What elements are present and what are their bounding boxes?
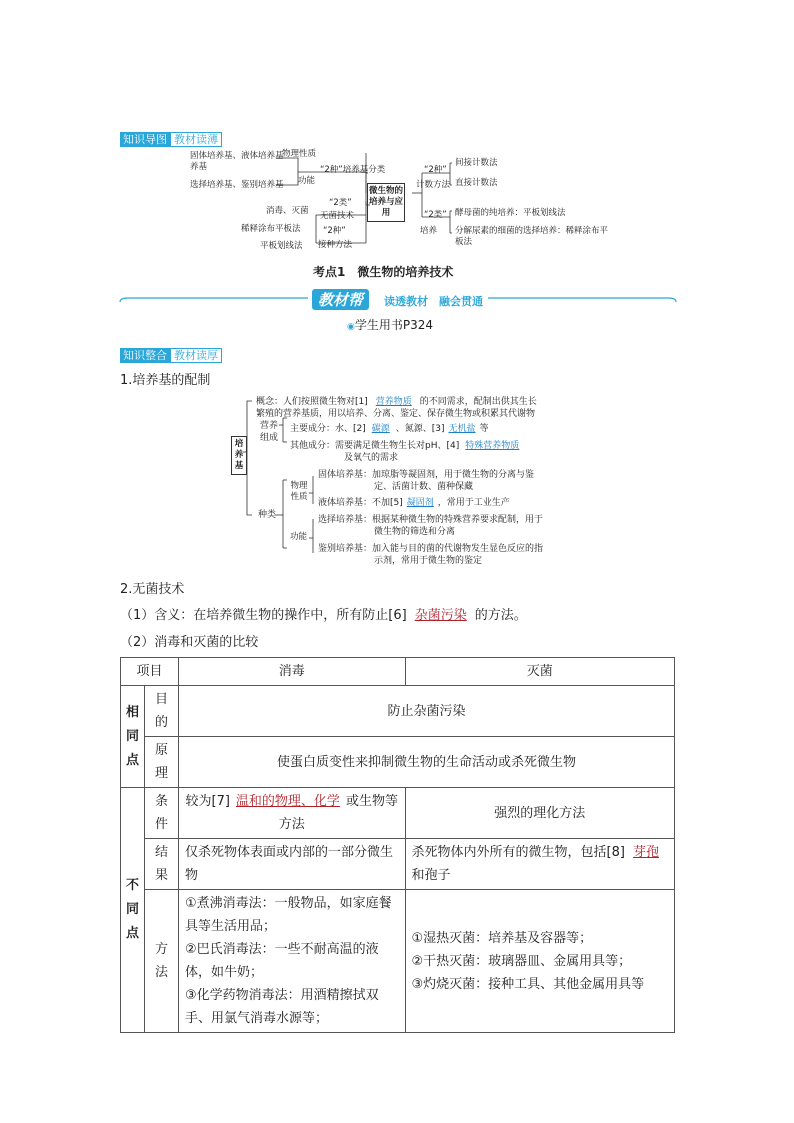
mm-two-kinds: “2种” <box>323 226 346 236</box>
table-row <box>121 839 675 890</box>
s2-definition: （1）含义：在培养微生物的操作中，所有防止[6] 杂菌污染 的方法。 <box>120 608 527 623</box>
banner-main: 教材帮 <box>312 289 369 310</box>
cell-result-disinfect: 仅杀死物体表面或内部的一部分微生物 <box>178 839 405 890</box>
banner-sub: 读透教材 融会贯通 <box>384 295 483 308</box>
page-ref: ◉学生用书P324 <box>347 318 434 332</box>
mm-physical-property: 物理性质 <box>282 149 317 159</box>
s1-sub-physical: 物理性质 <box>290 481 308 502</box>
s1-main-components: 主要成分：水、[2] 碳源 、氮源、[3] 无机盐 等 <box>290 424 489 434</box>
tag-textbook-thick: 教材读厚 <box>170 348 222 363</box>
s1-select-2: 微生物的筛选和分离 <box>374 527 456 537</box>
s1-other-components: 其他成分：需要满足微生物生长对pH、[4] 特殊营养物质 <box>290 440 525 452</box>
mm-count-two: “2种” <box>424 165 447 175</box>
mm-disinfect-sterilize: 消毒、灭菌 <box>266 206 309 216</box>
blank-4: 特殊营养物质 <box>465 441 520 451</box>
blank-5: 凝固剂 <box>406 498 434 508</box>
cell-principle-label: 原理 <box>144 737 178 788</box>
cell-diff: 不同点 <box>121 788 145 1033</box>
s2-compare-title: （2）消毒和灭菌的比较 <box>120 635 259 650</box>
table-row <box>121 737 675 788</box>
mm-function: 功能 <box>298 176 316 186</box>
tag-integration: 知识整合 <box>120 348 170 363</box>
blank-6: 杂菌污染 <box>414 608 467 623</box>
s1-identify-1: 鉴别培养基：加入能与目的菌的代谢物发生显色反应的指 <box>318 544 544 554</box>
table-row <box>121 890 675 1033</box>
method-pasteur: ②巴氏消毒法：一些不耐高温的液体，如牛奶； <box>184 942 379 980</box>
s1-identify-2: 示剂，常用于微生物的鉴定 <box>374 556 483 566</box>
th-disinfect: 消毒 <box>178 658 405 686</box>
cell-method-label: 方法 <box>144 890 178 1033</box>
mm-inoculation: 接种方法 <box>318 240 353 250</box>
cell-method-disinfect <box>178 890 405 1033</box>
mm-select-identify: 选择培养基、鉴别培养基 <box>190 180 284 190</box>
s1-group-nutrition: 营养组成 <box>259 421 278 443</box>
s1-group-types: 种类 <box>258 510 277 520</box>
s1-liquid: 液体培养基：不加[5] 凝固剂 ，常用于工业生产 <box>318 498 510 508</box>
cell-purpose-label: 目的 <box>144 686 178 737</box>
mm-two-types: “2类” <box>329 198 352 208</box>
cell-cond-sterilize: 强烈的理化方法 <box>405 788 674 839</box>
section-title: 考点1 微生物的培养技术 <box>313 265 454 279</box>
cell-cond-label: 条件 <box>144 788 178 839</box>
method-chemical: ③化学药物消毒法：用酒精擦拭双手、用氯气消毒水源等； <box>184 988 379 1026</box>
th-sterilize: 灭菌 <box>405 658 674 686</box>
blank-3: 无机盐 <box>448 424 476 434</box>
s1-solid-1: 固体培养基：加琼脂等凝固剂，用于微生物的分离与鉴 <box>318 470 535 480</box>
cell-purpose: 防止杂菌污染 <box>178 686 674 737</box>
mm-solid-liquid-tail: 养基 <box>190 162 208 172</box>
mm-solid-liquid: 固体培养基、液体培养基 <box>190 151 284 161</box>
mm-aseptic: 无菌技术 <box>320 211 355 221</box>
method-boil: ①煮沸消毒法：一般物品，如家庭餐具等生活用品； <box>184 896 392 934</box>
table-row <box>121 788 675 839</box>
blank-2: 碳源 <box>371 424 390 434</box>
mm-center-box: 微生物的培养与应用 <box>367 183 405 222</box>
method-burn: ③灼烧灭菌：接种工具、其他金属用具等 <box>411 976 645 992</box>
s1-concept-line2: 繁殖的营养基质，用以培养、分离、鉴定、保存微生物或积累其代谢物 <box>256 409 536 419</box>
table-header-row <box>121 658 675 686</box>
cell-result-sterilize: 杀死物体内外所有的微生物，包括[8] 芽孢和孢子 <box>405 839 674 890</box>
mm-streak-plate: 平板划线法 <box>260 241 303 251</box>
mm-culture: 培养 <box>420 226 438 236</box>
s2-heading: 2.无菌技术 <box>120 582 185 597</box>
tag-textbook-thin: 教材读薄 <box>170 132 222 147</box>
mm-culture-two: “2类” <box>424 210 447 220</box>
cell-cond-disinfect: 较为[7] 温和的物理、化学 或生物等方法 <box>178 788 405 839</box>
blank-8: 芽孢 <box>632 845 659 860</box>
s1-heading: 1.培养基的配制 <box>120 373 211 388</box>
s1-solid-2: 定、活菌计数、菌种保藏 <box>374 482 474 492</box>
mm-urea-bacteria: 分解尿素的细菌的选择培养：稀释涂布平板法 <box>455 226 609 247</box>
mm-direct-count: 直接计数法 <box>455 178 498 188</box>
mm-two-media: “2种”培养基分类 <box>320 165 386 175</box>
cell-same: 相同点 <box>121 686 145 788</box>
s1-sub-function: 功能 <box>290 532 308 542</box>
method-moist-heat: ①湿热灭菌：培养基及容器等； <box>411 930 593 946</box>
cell-method-sterilize <box>405 890 674 1033</box>
mm-dilution-plate: 稀释涂布平板法 <box>241 224 301 234</box>
tag-knowledge-map: 知识导图 <box>120 132 170 147</box>
mm-yeast: 酵母菌的纯培养：平板划线法 <box>455 208 566 218</box>
mm-count-method: 计数方法 <box>416 180 451 190</box>
method-dry-heat: ②干热灭菌：玻璃器皿、金属用具等； <box>411 953 632 969</box>
blank-1: 营养物质 <box>375 397 412 407</box>
table-row <box>121 686 675 737</box>
cell-principle: 使蛋白质变性来抑制微生物的生命活动或杀死微生物 <box>178 737 674 788</box>
cell-result-label: 结果 <box>144 839 178 890</box>
integration-tag <box>120 344 222 363</box>
s1-select-1: 选择培养基：根据某种微生物的特殊营养要求配制，用于 <box>318 515 544 525</box>
th-item: 项目 <box>121 658 179 686</box>
s1-other-components-2: 及氧气的需求 <box>344 453 399 463</box>
compare-table <box>120 657 675 1033</box>
s1-root-box: 培养基 <box>231 436 247 475</box>
blank-7: 温和的物理、化学 <box>235 794 340 809</box>
s1-concept-line1: 概念：人们按照微生物对[1] 营养物质 的不同需求，配制出供其生长 <box>256 397 537 407</box>
mm-indirect-count: 间接计数法 <box>455 158 498 168</box>
bullet-icon: ◉ <box>347 322 355 332</box>
